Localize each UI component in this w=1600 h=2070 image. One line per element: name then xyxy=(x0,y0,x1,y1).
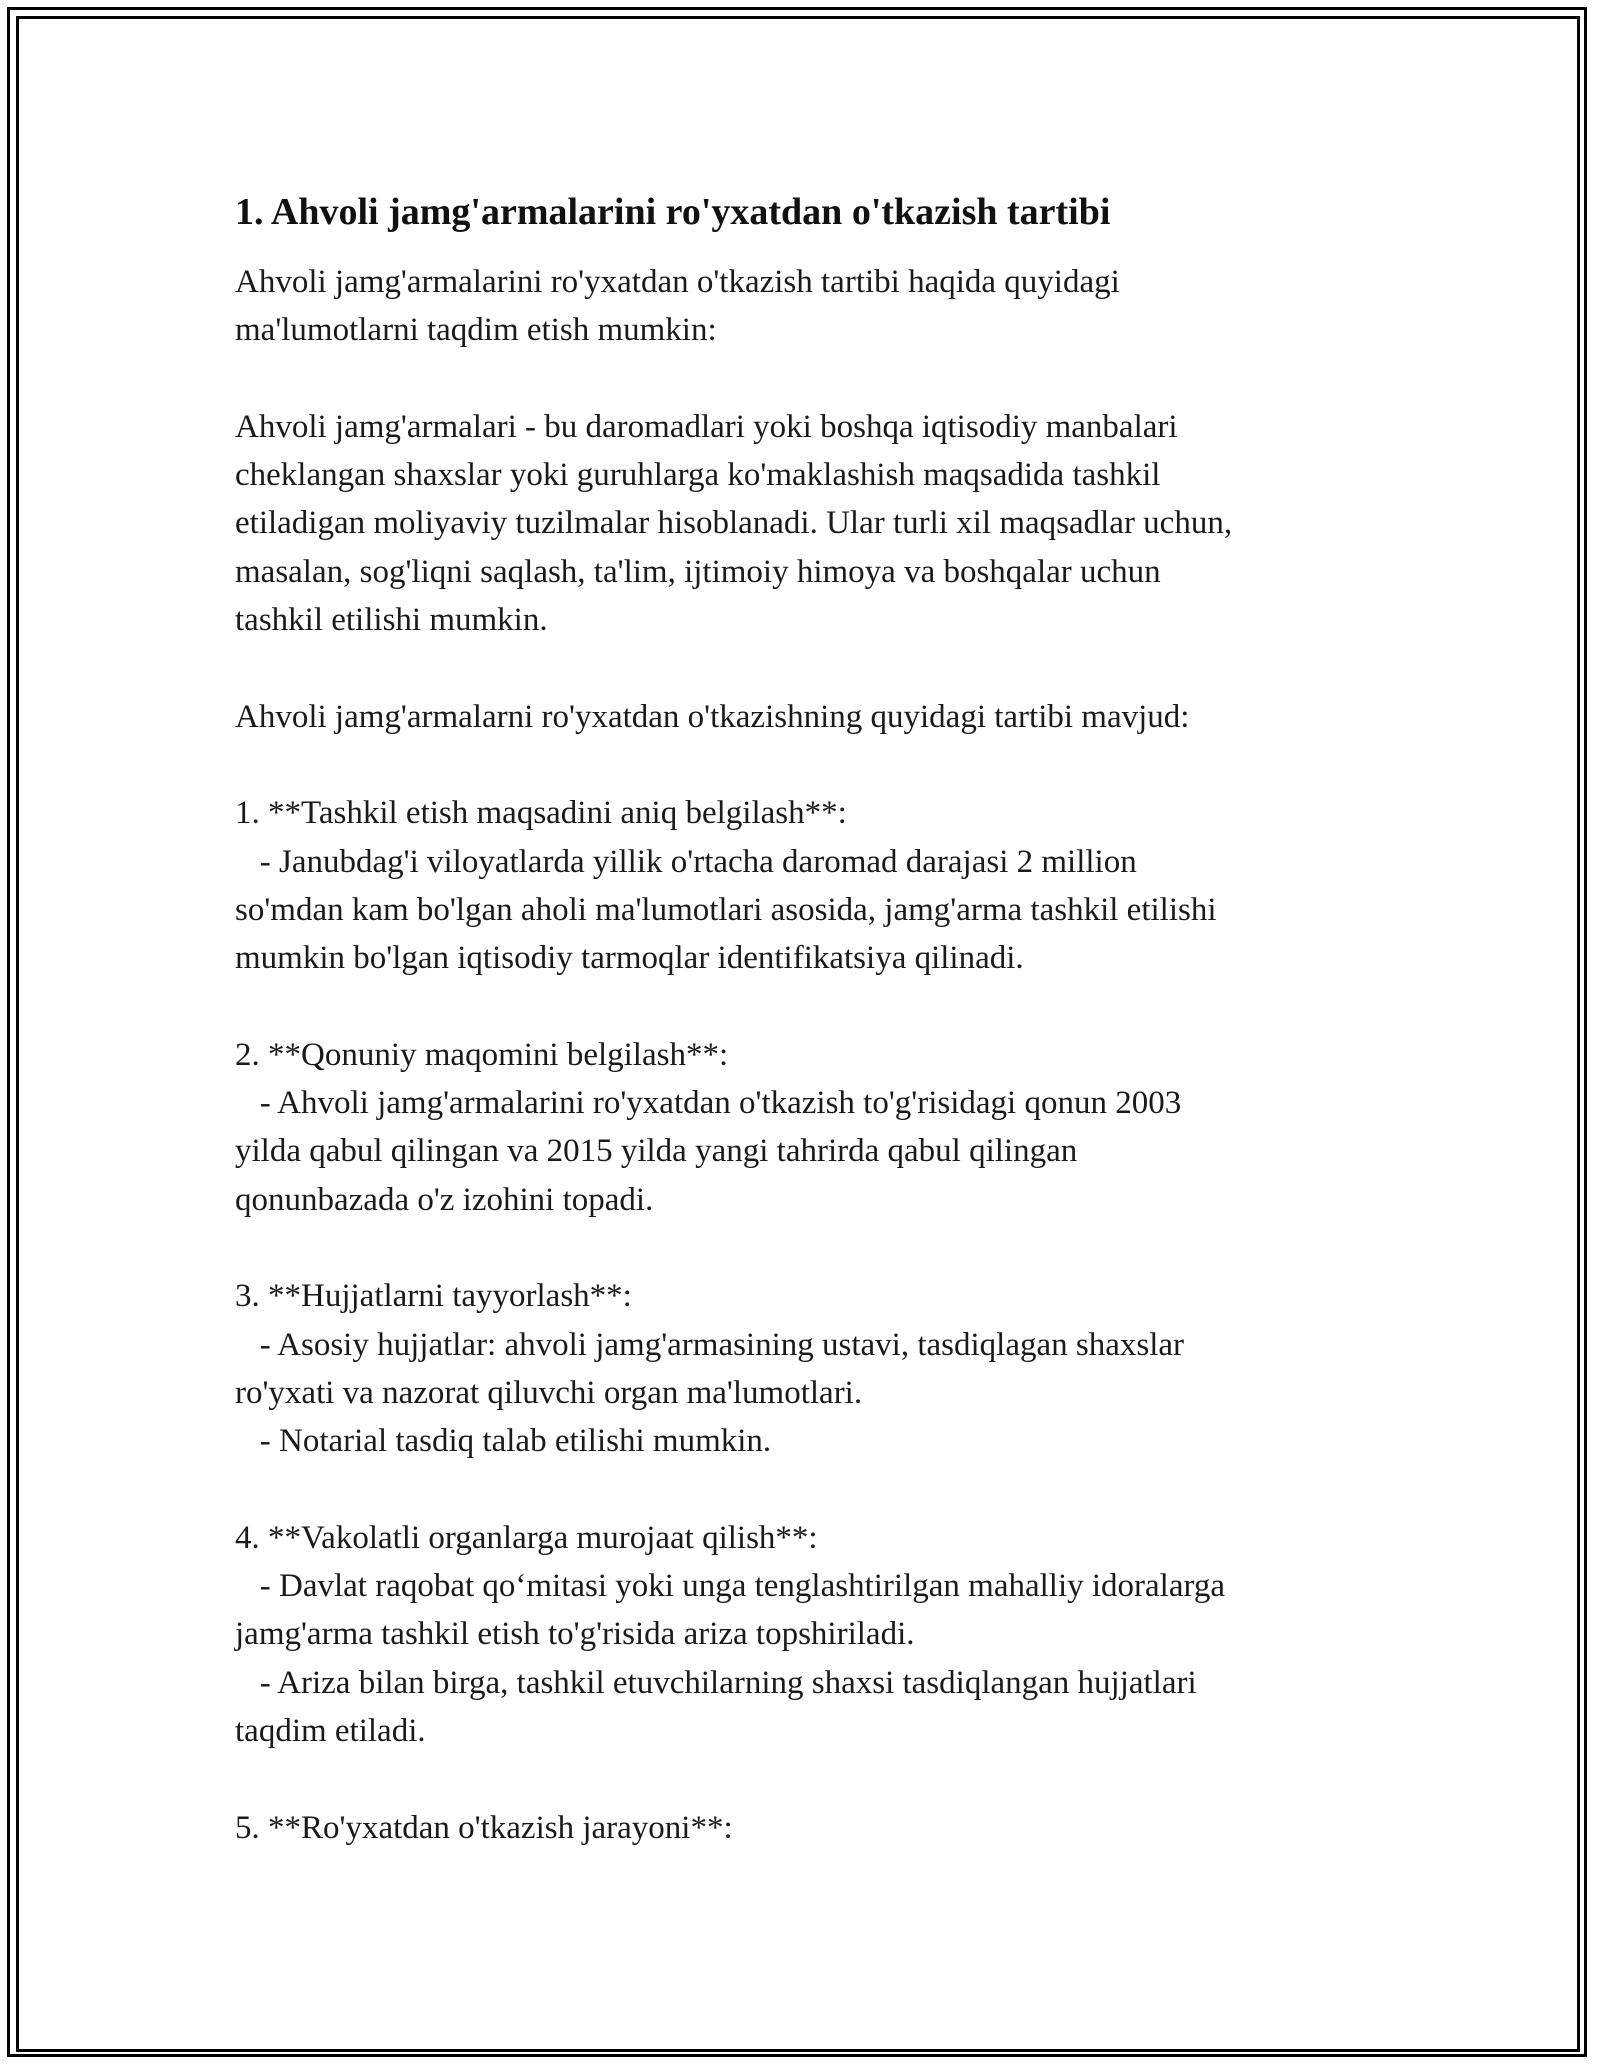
step-line: yilda qabul qilingan va 2015 yilda yangi tahrirda qabul qilingan xyxy=(235,1133,1078,1170)
step-line: jamg'arma tashkil etish to'g'risida ariza topshiriladi. xyxy=(235,1616,915,1653)
paragraph-gap xyxy=(235,741,1375,789)
step-line: - Ariza bilan birga, tashkil etuvchilarning shaxsi tasdiqlangan hujjatlari xyxy=(235,1664,1197,1701)
step-line: so'mdan kam bo'lgan aholi ma'lumotlari asosida, jamg'arma tashkil etilishi xyxy=(235,891,1217,928)
document-body xyxy=(235,188,1375,1852)
step-line: ro'yxati va nazorat qiluvchi organ ma'lumotlari. xyxy=(235,1374,863,1411)
definition-line: cheklangan shaxslar yoki guruhlarga ko'maklashish maqsadida tashkil xyxy=(235,457,1161,494)
step-heading: 1. **Tashkil etish maqsadini aniq belgilash**: xyxy=(235,795,847,832)
step-line: taqdim etiladi. xyxy=(235,1712,426,1749)
step-line: - Notarial tasdiq talab etilishi mumkin. xyxy=(235,1423,772,1460)
step-heading: 5. **Ro'yxatdan o'tkazish jarayoni**: xyxy=(235,1809,733,1846)
paragraph-gap xyxy=(235,355,1375,403)
definition-line: tashkil etilishi mumkin. xyxy=(235,602,548,639)
step-2 xyxy=(235,1031,1375,1224)
step-heading: 4. **Vakolatli organlarga murojaat qilish**: xyxy=(235,1519,818,1556)
step-line: - Ahvoli jamg'armalarini ro'yxatdan o'tkazish to'g'risidagi qonun 2003 xyxy=(235,1085,1182,1122)
definition-line: masalan, sog'liqni saqlash, ta'lim, ijtimoiy himoya va boshqalar uchun xyxy=(235,553,1161,590)
step-line: - Davlat raqobat qo‘mitasi yoki unga tenglashtirilgan mahalliy idoralarga xyxy=(235,1568,1226,1605)
step-heading: 3. **Hujjatlarni tayyorlash**: xyxy=(235,1278,632,1315)
definition-paragraph xyxy=(235,403,1375,644)
step-3 xyxy=(235,1272,1375,1465)
order-intro: Ahvoli jamg'armalarni ro'yxatdan o'tkazishning quyidagi tartibi mavjud: xyxy=(235,698,1190,735)
paragraph-gap xyxy=(235,1465,1375,1513)
definition-line: etiladigan moliyaviy tuzilmalar hisoblanadi. Ular turli xil maqsadlar uchun, xyxy=(235,505,1233,542)
step-line: - Asosiy hujjatlar: ahvoli jamg'armasining ustavi, tasdiqlagan shaxslar xyxy=(235,1326,1185,1363)
step-4 xyxy=(235,1514,1375,1755)
step-5 xyxy=(235,1804,1375,1852)
intro-line: ma'lumotlarni taqdim etish mumkin: xyxy=(235,312,717,349)
paragraph-gap xyxy=(235,982,1375,1030)
paragraph-gap xyxy=(235,1755,1375,1803)
paragraph-gap xyxy=(235,1224,1375,1272)
paragraph-gap xyxy=(235,644,1375,692)
step-line: qonunbazada o'z izohini topadi. xyxy=(235,1181,654,1218)
intro-line: Ahvoli jamg'armalarini ro'yxatdan o'tkazish tartibi haqida quyidagi xyxy=(235,264,1120,300)
step-heading: 2. **Qonuniy maqomini belgilash**: xyxy=(235,1036,729,1073)
definition-line: Ahvoli jamg'armalari - bu daromadlari yoki boshqa iqtisodiy manbalari xyxy=(235,408,1178,445)
step-1 xyxy=(235,789,1375,982)
step-line: mumkin bo'lgan iqtisodiy tarmoqlar identifikatsiya qilinadi. xyxy=(235,940,1024,977)
document-title: 1. Ahvoli jamg'armalarini ro'yxatdan o'tkazish tartibi xyxy=(235,191,1111,233)
intro-paragraph xyxy=(235,258,1375,355)
step-line: - Janubdag'i viloyatlarda yillik o'rtacha daromad darajasi 2 million xyxy=(235,843,1137,880)
